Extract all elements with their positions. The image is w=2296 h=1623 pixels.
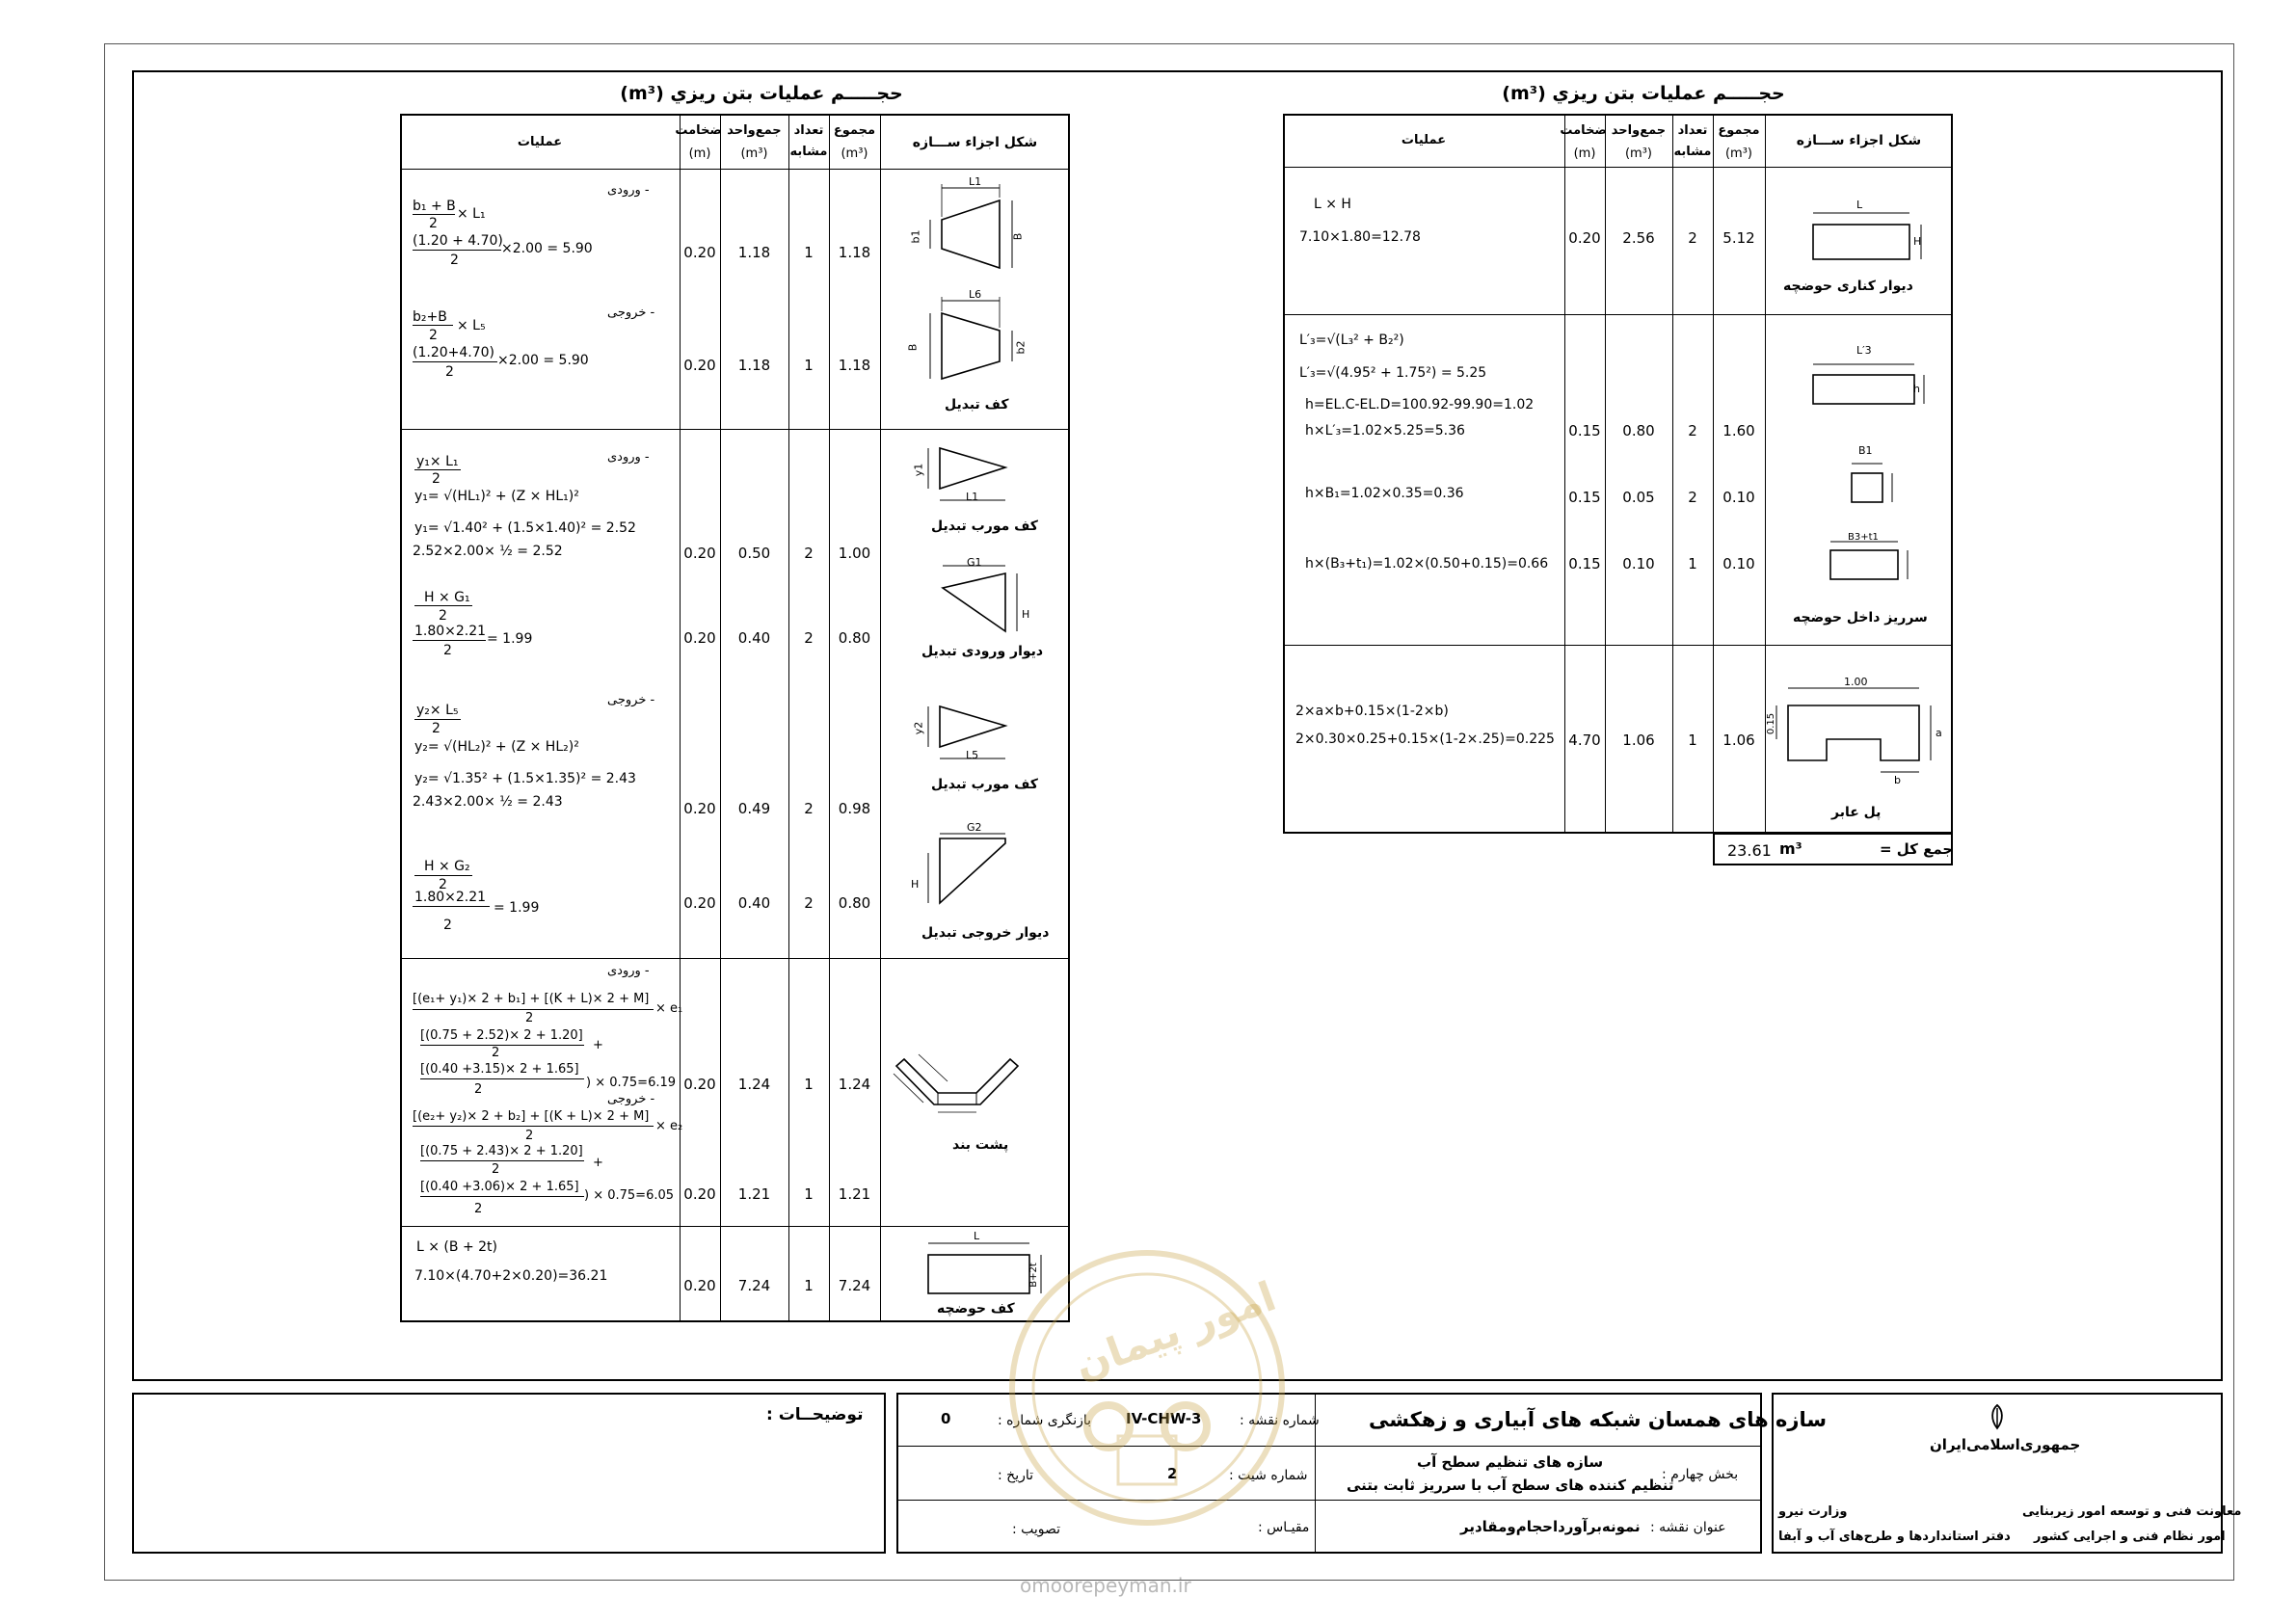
shape-caption: كف تبديل — [945, 397, 1009, 412]
right-col-line — [1605, 114, 1606, 834]
dim-label: h — [1913, 383, 1920, 395]
header-count: تعداد — [1677, 123, 1708, 138]
formula: × e₁ — [655, 1001, 683, 1016]
formula: 2 — [492, 1046, 500, 1060]
header-count-2: مشابه — [1673, 145, 1712, 159]
formula: b₁ + B — [413, 199, 456, 214]
formula: × L₅ — [457, 318, 486, 333]
cell-total: 1.18 — [838, 244, 871, 261]
dim-label: b1 — [909, 229, 922, 244]
emblem-icon — [1983, 1402, 2012, 1431]
cell-count: 2 — [1688, 229, 1697, 247]
dim-label: L1 — [966, 491, 979, 503]
formula: h×B₁=1.02×0.35=0.36 — [1305, 486, 1464, 501]
formula: 2 — [445, 364, 454, 380]
republic-label: جمهوری‌اسلامی‌ايران — [1930, 1436, 2081, 1453]
right-table-title: حجـــــم عمليات بتن ريزي (m³) — [1502, 83, 1785, 104]
cell-count: 1 — [804, 1277, 814, 1294]
buttress-diagram — [880, 958, 1070, 1226]
dim-label: L′3 — [1856, 344, 1872, 357]
fraction-bar — [414, 605, 472, 606]
notes-label: توضيحــات : — [766, 1405, 864, 1424]
cell-unit-volume: 1.24 — [737, 1076, 771, 1093]
header-operations: عمليات — [1401, 133, 1447, 147]
formula: 2 — [432, 721, 441, 736]
fraction-bar — [413, 906, 490, 907]
formula: y₁× L₁ — [416, 454, 459, 469]
formula: (1.20 + 4.70) — [413, 233, 503, 249]
formula: + — [593, 1156, 603, 1170]
formula: 2 — [429, 216, 438, 231]
inner-spillway-diagram — [1765, 314, 1953, 645]
cell-total: 0.98 — [838, 800, 871, 817]
fraction-bar — [413, 214, 455, 215]
cell-unit-volume: 1.18 — [737, 357, 771, 374]
cell-total: 1.24 — [838, 1076, 871, 1093]
cell-unit-volume: 0.10 — [1622, 555, 1655, 572]
revision-value: 0 — [941, 1410, 951, 1427]
formula: H × G₁ — [424, 590, 470, 605]
cell-unit-volume: 0.80 — [1622, 422, 1655, 439]
formula: 2 — [474, 1202, 483, 1216]
fraction-bar — [414, 469, 461, 470]
header-unit-volume: جمع‌واحد — [727, 123, 782, 138]
header-count: تعداد — [793, 123, 824, 138]
section-label-outlet: - خروجی — [607, 693, 655, 707]
cell-total: 1.06 — [1722, 732, 1755, 749]
formula: ×2.00 = 5.90 — [501, 241, 593, 256]
header-unit-volume-unit: (m³) — [740, 146, 768, 161]
drawing-no-label: شماره نقشه : — [1240, 1413, 1320, 1428]
cell-unit-volume: 0.40 — [737, 629, 771, 647]
right-col-line — [1672, 114, 1673, 834]
formula: [(0.75 + 2.43)× 2 + 1.20] — [420, 1144, 583, 1158]
cell-unit-volume: 0.05 — [1622, 489, 1655, 506]
dim-label: 0.15 — [1766, 712, 1777, 735]
cell-unit-volume: 1.21 — [737, 1185, 771, 1203]
cell-thickness: 0.20 — [683, 244, 716, 261]
dim-label: H — [911, 878, 920, 891]
left-col-line — [788, 114, 789, 1322]
formula: 2×a×b+0.15×(1-2×b) — [1295, 704, 1449, 719]
right-col-line — [1713, 114, 1714, 865]
office-label: دفتر استانداردها و طرح‌های آب و آبفا — [1778, 1530, 2011, 1544]
sheet-no-label: شماره شيت : — [1229, 1468, 1308, 1483]
left-col-line — [829, 114, 830, 1322]
left-col-line — [680, 114, 681, 1322]
shape-caption: ديوار ورودی تبديل — [921, 644, 1044, 659]
formula: = 1.99 — [487, 631, 533, 647]
formula: 2 — [443, 643, 452, 658]
section-label-inlet: - ورودی — [607, 964, 650, 978]
cell-thickness: 0.15 — [1568, 422, 1601, 439]
cell-count: 1 — [804, 244, 814, 261]
section-line-2: تنظيم كننده های سطح آب با سرريز ثابت بتنی — [1347, 1477, 1674, 1494]
cell-thickness: 0.15 — [1568, 489, 1601, 506]
formula: b₂+B — [413, 309, 447, 325]
shape-caption: كف مورب تبديل — [931, 777, 1038, 792]
formula: (1.20+4.70) — [413, 345, 494, 360]
formula: × L₁ — [457, 206, 486, 222]
shape-caption: كف حوضچه — [937, 1301, 1015, 1317]
dim-label: a — [1936, 727, 1942, 739]
header-shape: شكل اجزاء ســـازه — [912, 135, 1038, 150]
cell-total: 7.24 — [838, 1277, 871, 1294]
formula: L′₃=√(L₃² + B₂²) — [1299, 333, 1404, 348]
sheet-no-value: 2 — [1167, 1465, 1178, 1482]
formula: [(e₁+ y₁)× 2 + b₁] + [(K + L)× 2 + M] — [413, 992, 650, 1006]
org-line-2: امور نظام فنی و اجرايی كشور — [2034, 1530, 2226, 1544]
header-thickness: ضخامت — [675, 123, 722, 138]
section-label-inlet: - ورودی — [607, 450, 650, 465]
cell-thickness: 0.20 — [683, 1076, 716, 1093]
formula: H × G₂ — [424, 859, 470, 874]
cell-count: 1 — [1688, 732, 1697, 749]
sum-value: 23.61 — [1727, 841, 1772, 860]
cell-thickness: 4.70 — [1568, 732, 1601, 749]
formula: ) × 0.75=6.19 — [586, 1076, 677, 1090]
dim-label: B+2t — [1028, 1263, 1039, 1288]
cell-unit-volume: 0.50 — [737, 545, 771, 562]
cell-count: 2 — [1688, 489, 1697, 506]
left-col-line — [720, 114, 721, 1322]
cell-thickness: 0.20 — [683, 545, 716, 562]
cell-count: 2 — [804, 545, 814, 562]
formula: h=EL.C-EL.D=100.92-99.90=1.02 — [1305, 397, 1535, 412]
date-label: تاريخ : — [998, 1468, 1034, 1483]
section-line-1: سازه های تنظيم سطح آب — [1417, 1453, 1604, 1471]
cell-total: 1.00 — [838, 545, 871, 562]
dim-label: H — [1022, 608, 1030, 621]
cell-thickness: 0.20 — [683, 894, 716, 912]
header-operations: عمليات — [517, 135, 563, 149]
dim-label: B1 — [1858, 444, 1873, 457]
formula: 7.10×1.80=12.78 — [1299, 229, 1421, 245]
dim-label: L — [974, 1230, 980, 1242]
header-total: مجموع — [833, 123, 876, 138]
header-unit-volume: جمع‌واحد — [1611, 123, 1667, 138]
section-label: بخش چهارم : — [1662, 1467, 1739, 1482]
formula: [(e₂+ y₂)× 2 + b₂] + [(K + L)× 2 + M] — [413, 1109, 650, 1124]
formula: + — [593, 1038, 603, 1052]
fraction-bar — [413, 361, 497, 362]
cell-unit-volume: 1.18 — [737, 244, 771, 261]
cell-unit-volume: 7.24 — [737, 1277, 771, 1294]
dim-label: L1 — [969, 175, 982, 188]
cell-thickness: 0.20 — [683, 800, 716, 817]
formula: L × H — [1314, 197, 1351, 212]
formula: 1.80×2.21 — [414, 624, 487, 639]
formula: 2 — [429, 328, 438, 343]
formula: 2 — [450, 253, 459, 268]
formula: L × (B + 2t) — [416, 1239, 497, 1255]
cell-count: 1 — [804, 357, 814, 374]
cell-count: 1 — [804, 1076, 814, 1093]
shape-caption: پشت بند — [952, 1137, 1009, 1153]
right-col-line — [1564, 114, 1565, 834]
dim-label: H — [1913, 235, 1922, 248]
cell-unit-volume: 1.06 — [1622, 732, 1655, 749]
formula: 2 — [525, 1129, 534, 1143]
dim-label: L5 — [966, 749, 979, 761]
formula: y₁= √1.40² + (1.5×1.40)² = 2.52 — [414, 520, 636, 536]
formula: L′₃=√(4.95² + 1.75²) = 5.25 — [1299, 365, 1487, 381]
dim-label: G1 — [967, 556, 982, 569]
fraction-bar — [413, 640, 486, 641]
drawing-no-value: IV-CHW-3 — [1126, 1410, 1202, 1427]
cell-total: 0.80 — [838, 629, 871, 647]
fraction-bar — [413, 1009, 654, 1010]
fraction-bar — [420, 1078, 584, 1079]
cell-unit-volume: 0.49 — [737, 800, 771, 817]
drawing-title-label: عنوان نقشه : — [1650, 1520, 1726, 1535]
approval-label: تصويب : — [1012, 1522, 1061, 1537]
formula: 1.80×2.21 — [414, 890, 487, 905]
cell-total: 1.21 — [838, 1185, 871, 1203]
cell-total: 0.80 — [838, 894, 871, 912]
section-label-outlet: - خروجی — [607, 306, 655, 320]
formula: × e₂ — [655, 1119, 683, 1133]
cell-thickness: 0.20 — [683, 629, 716, 647]
header-total-unit: (m³) — [1724, 146, 1753, 161]
drawing-title-value: نمونه‌برآورداحجام‌ومقادير — [1460, 1518, 1641, 1535]
cell-count: 2 — [804, 894, 814, 912]
formula: 2.43×2.00× ½ = 2.43 — [413, 794, 563, 810]
cell-total: 0.10 — [1722, 555, 1755, 572]
watermark-url: omoorepeyman.ir — [1020, 1574, 1191, 1597]
fraction-bar — [413, 325, 453, 326]
cell-count: 2 — [1688, 422, 1697, 439]
dim-label: 1.00 — [1844, 676, 1868, 688]
cell-total: 1.60 — [1722, 422, 1755, 439]
info-row-line — [1315, 1446, 1762, 1447]
formula: 2 — [432, 471, 441, 487]
formula: [(0.40 +3.06)× 2 + 1.65] — [420, 1180, 579, 1194]
scale-label: مقيـاس : — [1258, 1520, 1310, 1535]
dim-label: L6 — [969, 288, 982, 301]
cell-total: 5.12 — [1722, 229, 1755, 247]
cell-count: 2 — [804, 629, 814, 647]
dim-label: b2 — [1014, 340, 1028, 355]
formula: y₂= √(HL₂)² + (Z × HL₂)² — [414, 739, 579, 755]
dim-label: y1 — [912, 463, 925, 477]
cell-total: 1.18 — [838, 357, 871, 374]
formula: 2×0.30×0.25+0.15×(1-2×.25)=0.225 — [1295, 732, 1555, 747]
formula: [(0.75 + 2.52)× 2 + 1.20] — [420, 1028, 583, 1043]
revision-label: بازنگری شماره : — [998, 1413, 1092, 1428]
fraction-bar — [413, 1126, 654, 1127]
formula: 2 — [443, 918, 452, 933]
dim-label: y2 — [912, 721, 925, 735]
header-thickness: ضخامت — [1560, 123, 1607, 138]
ministry-label: وزارت نيرو — [1778, 1504, 1848, 1519]
formula: 7.10×(4.70+2×0.20)=36.21 — [414, 1268, 608, 1284]
shape-caption: ديوار خروجی تبديل — [921, 925, 1050, 941]
formula: 2 — [439, 877, 447, 892]
header-thickness-unit: (m) — [688, 146, 711, 161]
fraction-bar — [414, 875, 472, 876]
section-label-outlet: - خروجی — [607, 1092, 655, 1106]
dim-label: B — [1011, 232, 1025, 241]
dim-label: b — [1894, 774, 1901, 786]
formula: y₂= √1.35² + (1.5×1.35)² = 2.43 — [414, 771, 636, 786]
cell-count: 2 — [804, 800, 814, 817]
cell-count: 1 — [1688, 555, 1697, 572]
formula: 2 — [492, 1162, 500, 1177]
cell-thickness: 0.20 — [1568, 229, 1601, 247]
sloped-floor-diagrams — [880, 429, 1070, 958]
cell-thickness: 0.20 — [683, 357, 716, 374]
cell-unit-volume: 2.56 — [1622, 229, 1655, 247]
section-label-inlet: - ورودی — [607, 183, 650, 198]
formula: ×2.00 = 5.90 — [497, 353, 589, 368]
dim-label: B3+t1 — [1848, 532, 1879, 543]
formula: 2 — [439, 608, 447, 624]
org-line-1: معاونت فنی و توسعه امور زيربنايی — [2022, 1504, 2242, 1519]
header-total-unit: (m³) — [841, 146, 868, 161]
dim-label: B — [906, 343, 920, 352]
cell-total: 0.10 — [1722, 489, 1755, 506]
sum-label: جمع كل = — [1880, 840, 1954, 858]
fraction-bar — [420, 1045, 584, 1046]
cell-count: 1 — [804, 1185, 814, 1203]
formula: 2.52×2.00× ½ = 2.52 — [413, 544, 563, 559]
shape-caption: ديوار كناری حوضچه — [1783, 279, 1913, 294]
cell-thickness: 0.15 — [1568, 555, 1601, 572]
formula: [(0.40 +3.15)× 2 + 1.65] — [420, 1062, 579, 1077]
shape-caption: پل عابر — [1831, 805, 1882, 820]
header-unit-volume-unit: (m³) — [1624, 146, 1653, 161]
formula: ) × 0.75=6.05 — [584, 1188, 675, 1203]
fraction-bar — [420, 1196, 584, 1197]
shape-caption: سرريز داخل حوضچه — [1793, 610, 1928, 625]
formula: 2 — [525, 1011, 534, 1025]
formula: y₂× L₅ — [416, 703, 459, 718]
dim-label: G2 — [967, 821, 982, 834]
sum-unit: m³ — [1779, 839, 1802, 858]
fraction-bar — [420, 1160, 584, 1161]
project-title: سازه های همسان شبكه های آبياری و زهكشی — [1369, 1408, 1827, 1431]
formula: 2 — [474, 1082, 483, 1097]
left-table-title: حجـــــم عمليات بتن ريزي (m³) — [620, 83, 903, 104]
header-total: مجموع — [1718, 123, 1760, 138]
header-thickness-unit: (m) — [1573, 146, 1596, 161]
formula: h×(B₃+t₁)=1.02×(0.50+0.15)=0.66 — [1305, 556, 1549, 572]
formula: h×L′₃=1.02×5.25=5.36 — [1305, 423, 1465, 439]
formula: y₁= √(HL₁)² + (Z × HL₁)² — [414, 489, 579, 504]
formula: = 1.99 — [494, 900, 540, 916]
fraction-bar — [414, 719, 461, 720]
shape-caption: كف مورب تبديل — [931, 519, 1038, 534]
cell-thickness: 0.20 — [683, 1277, 716, 1294]
watermark-text: امور پیمان — [1068, 1272, 1282, 1389]
fraction-bar — [413, 250, 501, 251]
dim-label: L — [1856, 199, 1863, 211]
cell-unit-volume: 0.40 — [737, 894, 771, 912]
cell-thickness: 0.20 — [683, 1185, 716, 1203]
header-shape: شكل اجزاء ســـازه — [1796, 133, 1922, 148]
header-count-2: مشابه — [789, 145, 828, 159]
